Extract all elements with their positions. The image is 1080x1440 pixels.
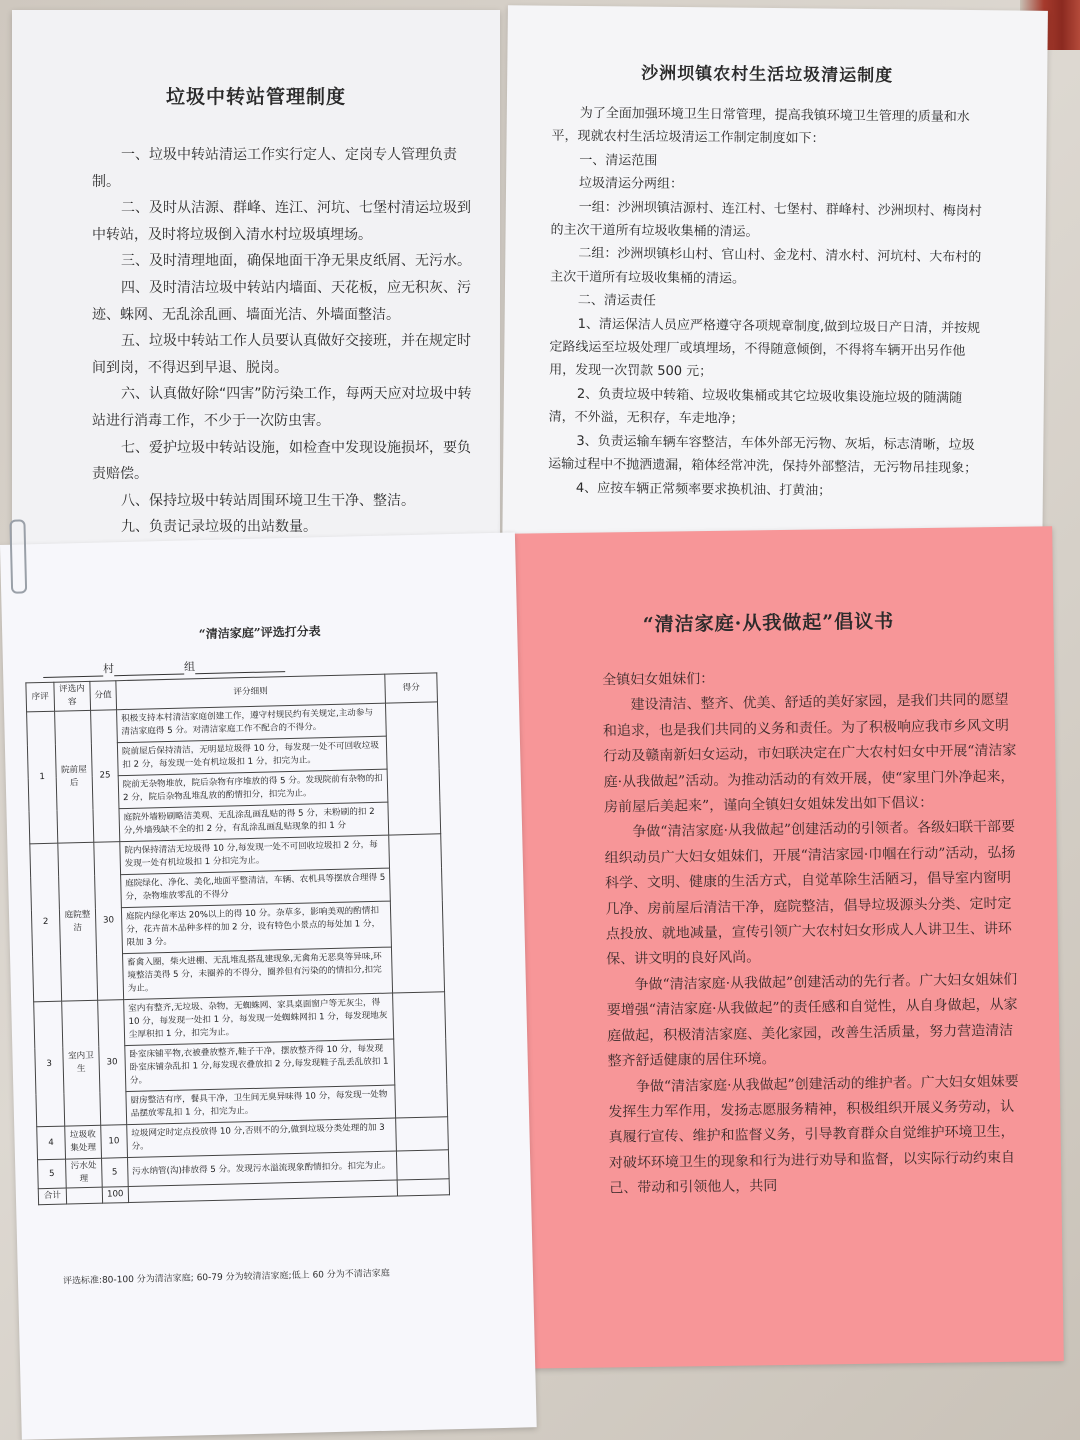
rule-paragraph: 一、垃圾中转站清运工作实行定人、定岗专人管理负责制。 [92,147,457,190]
row-number: 3 [34,1001,65,1127]
document-title: 沙洲坝镇农村生活垃圾清运制度 [641,63,894,87]
rule-paragraph: 八、保持垃圾中转站周围环境卫生干净、整洁。 [121,492,415,509]
score-cell [389,834,445,993]
score-cell [393,992,448,1118]
rule-paragraph: 七、爱护垃圾中转站设施，如检查中发现设施损坏，要负责赔偿。 [92,439,471,483]
rule-paragraph: 四、及时清洁垃圾中转站内墙面、天花板，应无积灰、污迹、蛛网、无乱涂乱画、墙面光洁、外墙面整洁。 [92,279,471,323]
total-empty [397,1179,449,1196]
total-empty [66,1187,102,1204]
total-label: 合计 [38,1188,66,1205]
rule-cell: 厨房整洁有序，餐具干净，卫生间无臭异味得 10 分，每发现一处物品摆放零乱扣 1 分，扣完为止。 [126,1085,396,1125]
rule-paragraph: 六、认真做好除“四害”防污染工作，每两天应对垃圾中转站进行消毒工作，不少于一次防虫害。 [92,386,472,429]
proposal-paragraph: 争做“清洁家庭·从我做起”创建活动的维护者。广大妇女姐妹要发挥生力军作用，发扬志愿服务精神，积极组织开展义务劳动，认真履行宣传、维护和监督义务，引导教育群众自觉维护环境卫生，对破坏环境卫生的现象和行为进行劝导和监督，以实际行动约束自己、带动和引领他人，共同 [608,1073,1019,1197]
document-clean-family-proposal [502,526,1064,1369]
rule-cell: 庭院绿化、净化、美化,地面平整清洁，车辆、农机具等摆放合理得 5 分，杂物堆放零乱的不得分 [120,868,390,908]
document-rural-garbage-collection-rules [502,5,1048,571]
rule-cell: 垃圾网定时定点投放得 10 分,否则不的分,做到垃圾分类处理的加 3 分。 [127,1118,397,1158]
document-garbage-transfer-station-rules [12,10,500,570]
row-score: 10 [101,1125,128,1159]
village-label: 村 [102,662,115,676]
header-cell: 评选内容 [54,681,91,711]
rule-cell: 卧室床铺平物,衣被叠放整齐,鞋子干净，摆放整齐得 10 分，每发现卧室床铺杂乱扣 1 分,每发现衣叠放扣 2 分,每发现鞋子乱丢乱放扣 1 分。 [125,1039,395,1092]
row-score: 30 [94,842,124,1001]
proposal-paragraph: 争做“清洁家庭·从我做起”创建活动的引领者。各级妇联干部要组织动员广大妇女姐妹们，开展“清洁家园·巾帼在行动”活动，弘扬科学、文明、健康的生活方式，自觉革除生活陋习，倡导室内窗明几净、房前屋后清洁干净，庭院整洁，倡导垃圾源头分类、定时定点投放、就地减量，宣传引领广大农村妇女形成人人讲卫生、讲环保、讲文明的良好风尚。 [604,819,1016,968]
row-score: 25 [90,710,119,843]
document-title: 垃圾中转站管理制度 [165,86,346,108]
rule-cell: 院前屋后保持清洁，无明显垃圾得 10 分，每发现一处不可回收垃圾扣 2 分，每发现一处有机垃圾扣 1 分，扣完为止。 [117,736,387,776]
rule-paragraph: 五、垃圾中转站工作人员要认真做好交接班，并在规定时间到岗，不得迟到早退、脱岗。 [92,333,471,376]
group-blank-end [195,659,285,674]
document-body [548,102,984,504]
row-number: 5 [38,1159,67,1189]
group-blank [114,662,184,677]
row-number: 2 [30,843,62,1002]
row-number: 1 [27,711,58,844]
score-cell [397,1150,450,1180]
rule-paragraph: 1、清运保洁人员应严格遵守各项规章制度,做到垃圾日产日清，并按规定路线运至垃圾处理厂或填埋场，不得随意倾倒，不得将车辆开出另作他用，发现一次罚款 500 元； [549,316,981,380]
rule-cell: 院前无杂物堆放，院后杂物有序堆放的得 5 分。发现院前有杂物的扣 2 分，院后杂物乱堆乱放的酌情扣分，扣完为止。 [118,769,388,809]
header-cell: 序评 [26,682,55,712]
rule-paragraph: 4、应按车辆正常频率要求换机油、打黄油； [575,480,832,499]
document-title: “清洁家庭”评选打分表 [198,624,321,642]
scoring-standard: 评选标准:80-100 分为清洁家庭; 60-79 分为较清洁家庭;低上 60 分为不清洁家庭 [62,1268,390,1287]
rule-paragraph: 为了全面加强环境卫生日常管理，提高我镇环境卫生管理的质量和水平，现就农村生活垃圾清运工作制定制度如下： [551,105,970,147]
paper-clip-icon [9,519,27,593]
rule-paragraph: 垃圾清运分两组： [579,176,684,193]
score-cell [396,1117,449,1151]
proposal-paragraph: 建设清洁、整齐、优美、舒适的美好家园，是我们共同的愿望和追求，也是我们共同的义务和责任。为了积极响应我市乡风文明行动及赣南新妇女运动，市妇联决定在广大农村妇女中开展“清洁家庭·从我做起”活动。为推动活动的有效开展，使“家里门外净起来，房前屋后美起来”，谨向全镇妇女姐妹发出如下倡议： [602,692,1017,816]
rule-cell: 污水纳管(沟)排放得 5 分。发现污水溢流现象酌情扣分。扣完为止。 [127,1151,397,1187]
rule-cell: 庭院外墙粉刷略洁美观、无乱涂乱画乱贴的得 5 分，未粉刷的扣 2 分,外墙残缺不全的扣 2 分，有乱涂乱画乱贴现象的扣 1 分 [119,802,389,842]
row-item: 院前屋后 [55,710,94,843]
header-cell: 得分 [385,673,438,703]
rule-cell: 畜禽入圈，柴火进棚、无乱堆乱搭乱建现象,无禽角无恶臭等异味,环境整洁美得 5 分，未圈养的不得分，圈养但有污染的的情扣分,扣完为止。 [122,947,392,1000]
rule-cell: 积极支持本村清洁家庭创建工作，遵守村规民约有关规定,主动参与清洁家庭得 5 分。对清洁家庭工作不配合的不得分。 [116,703,386,743]
rule-paragraph: 2、负责垃圾中转箱、垃圾收集桶或其它垃圾收集设施垃圾的随满随清，不外溢，无积存，车走地净； [548,386,963,427]
rule-paragraph: 二组：沙洲坝镇杉山村、官山村、金龙村、清水村、河坑村、大布村的主次干道所有垃圾收集桶的清运。 [550,246,982,287]
row-score: 5 [101,1158,128,1188]
header-cell: 评分细则 [116,674,386,710]
score-cell [386,702,441,835]
rule-paragraph: 二、及时从洁源、群峰、连江、河坑、七堡村清运垃圾到中转站，及时将垃圾倒入清水村垃圾填埋场。 [92,200,471,243]
scoring-table [25,672,450,1205]
village-blank [43,664,103,678]
row-item: 垃圾收集处理 [65,1125,102,1159]
document-clean-family-scoring-sheet [0,532,537,1439]
salutation: 全镇妇女姐妹们： [602,670,715,689]
rule-paragraph: 一组：沙洲坝镇洁源村、连江村、七堡村、群峰村、沙洲坝村、梅岗村的主次干道所有垃圾收集桶的清运。 [550,199,982,240]
row-item: 庭院整洁 [58,842,98,1001]
row-item: 室内卫生 [62,1000,101,1126]
document-body [92,142,474,541]
rule-paragraph: 三、及时清理地面，确保地面干净无果皮纸屑、无污水。 [121,253,471,270]
header-cell: 分值 [90,681,117,711]
total-score: 100 [102,1187,128,1204]
row-score: 30 [98,1000,127,1126]
rule-paragraph: 一、清运范围 [579,152,658,169]
rule-cell: 院内保持清洁无垃圾得 10 分,每发现一处不可回收垃圾扣 2 分，每发现一处有机垃圾扣 1 分扣完为止。 [120,835,390,875]
proposal-paragraph: 争做“清洁家庭·从我做起”创建活动的先行者。广大妇女姐妹们要增强“清洁家庭·从我做起”的责任感和自觉性，从自身做起，从家庭做起，积极清洁家庭、美化家园，改善生活质量，努力营造清洁整齐舒适健康的居住环境。 [606,971,1018,1070]
rule-cell: 庭院内绿化率达 20%以上的得 10 分。杂草多，影响美观的酌情扣分，花卉苗木品种多样的加 2 分，设有特色小景点的每处加 1 分，限加 3 分。 [121,901,391,954]
rule-cell: 室内有整齐,无垃圾、杂物，无蜘蛛网、家具桌面窗户等无灰尘，得 10 分，每发现一处扣 1 分，每发现一处蜘蛛网扣 1 分，每发现地灰尘厚积扣 1 分，扣完为止。 [124,993,394,1046]
rule-paragraph: 二、清运责任 [577,293,656,310]
row-number: 4 [37,1126,66,1160]
document-title: “清洁家庭·从我做起”倡议书 [642,610,895,636]
rule-paragraph: 九、负责记录垃圾的出站数量。 [121,519,317,536]
rule-paragraph: 3、负责运输车辆车容整洁，车体外部无污物、灰垢，标志清晰，垃圾运输过程中不抛洒遗漏，箱体经常冲洗，保持外部整洁，无污物吊挂现象； [548,433,978,477]
document-body [602,663,1027,1202]
row-item: 污水处理 [65,1158,102,1188]
group-label: 组 [183,660,196,674]
